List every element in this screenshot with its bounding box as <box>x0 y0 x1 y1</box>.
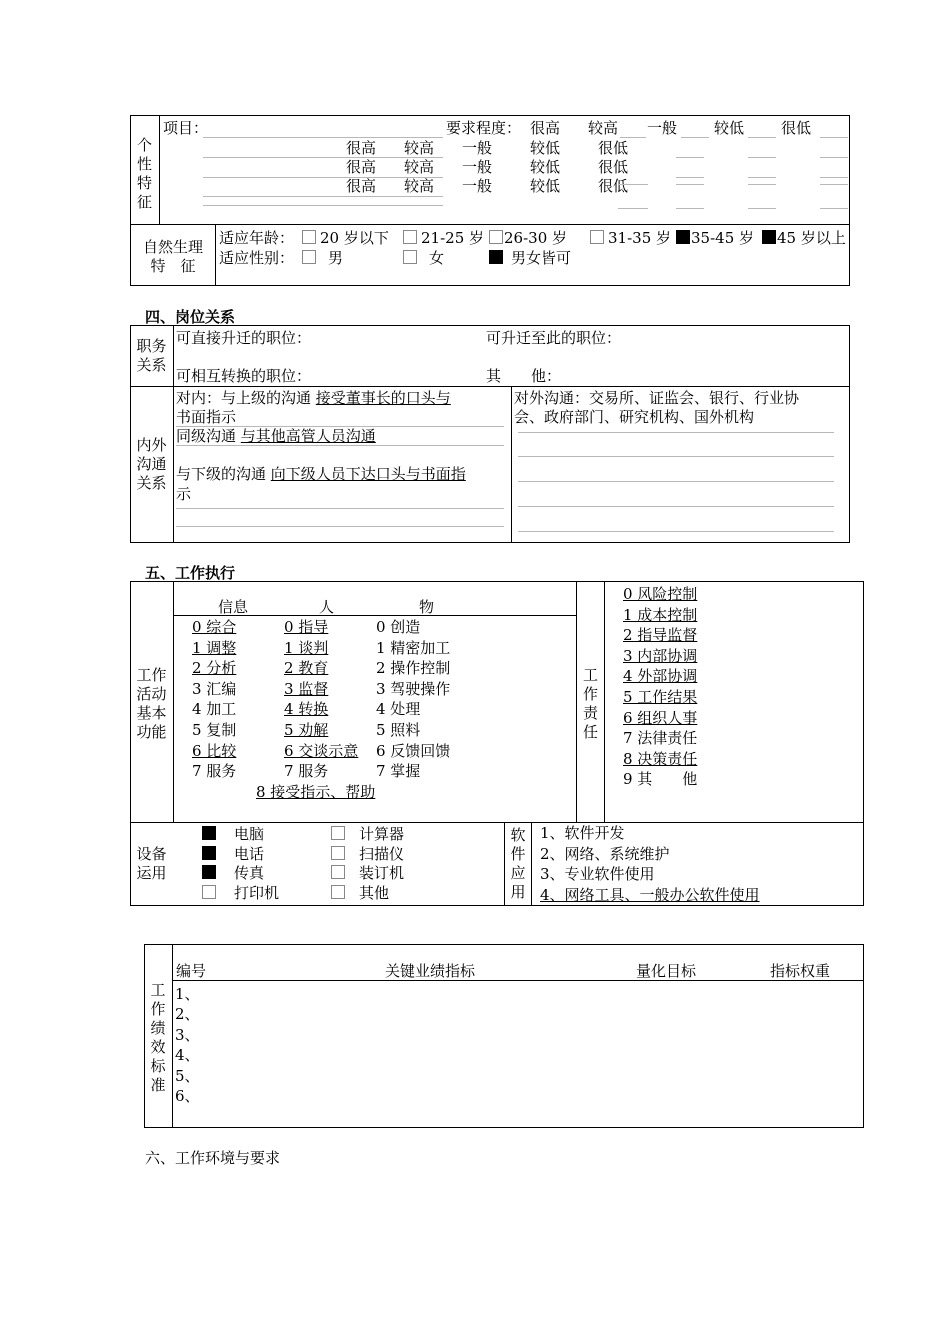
equipment-label-text: 打印机 <box>234 883 280 902</box>
info-function-item: 5 复制 <box>192 721 237 739</box>
outer-communication-cont: 会、政府部门、研究机构、国外机构 <box>514 408 755 426</box>
down-communication: 与下级的沟通 向下级人员下达口头与书面指 <box>176 465 466 483</box>
down-communication-cont: 示 <box>176 485 192 503</box>
people-function-item: 2 教育 <box>284 659 329 678</box>
performance-table <box>144 944 864 1128</box>
software-label: 软 件 应 用 <box>510 826 526 901</box>
equipment-checkbox[interactable] <box>331 885 345 899</box>
equipment-label-text: 装订机 <box>359 864 405 882</box>
line <box>518 506 834 507</box>
age-option[interactable]: 26-30 岁 <box>489 228 567 248</box>
personal-side-label: 个 性 特 征 <box>136 136 152 211</box>
age-checkbox[interactable] <box>302 230 316 244</box>
things-function-item: 7 掌握 <box>376 762 421 781</box>
gender-option[interactable]: 男女皆可 <box>489 248 571 268</box>
things-function-item: 0 创造 <box>376 618 421 636</box>
people-function-item: 6 交谈示意 <box>284 741 359 760</box>
item-line <box>203 205 443 206</box>
responsibility-item: 6 组织人事 <box>623 708 698 727</box>
equipment-label-text: 其他 <box>359 883 390 902</box>
performance-label: 工 作 绩 效 标 准 <box>150 981 166 1094</box>
things-function-item: 1 精密加工 <box>376 638 451 657</box>
inner-up-communication: 对内：与上级的沟通 接受董事长的口头与 <box>176 389 451 407</box>
equipment-checkbox[interactable] <box>331 865 345 879</box>
divider <box>173 325 174 543</box>
age-checkbox[interactable] <box>762 230 776 244</box>
info-function-item: 0 综合 <box>192 618 237 636</box>
gender-checkbox[interactable] <box>302 250 316 264</box>
level-header: 一般 <box>647 119 678 137</box>
gender-option[interactable]: 女 <box>403 248 444 268</box>
peer-communication: 同级沟通 与其他高管人员沟通 <box>176 427 376 445</box>
equipment-checkbox[interactable] <box>202 865 216 879</box>
divider <box>130 386 850 387</box>
divider <box>172 980 864 981</box>
outer-communication: 对外沟通：交易所、证监会、银行、行业协 <box>514 389 800 407</box>
col-header-things: 物 <box>419 598 435 616</box>
level-line <box>748 208 776 209</box>
col-header-people: 人 <box>319 598 335 616</box>
equipment-label-text: 电脑 <box>234 825 265 843</box>
things-function-item: 4 处理 <box>376 700 421 719</box>
divider <box>172 944 173 1128</box>
line <box>518 481 834 482</box>
divider <box>215 224 216 286</box>
perf-header-weight: 指标权重 <box>770 962 831 980</box>
equipment-label-text: 扫描仪 <box>359 844 405 863</box>
equipment-option[interactable] <box>331 863 404 883</box>
people-function-item: 0 指导 <box>284 618 329 636</box>
equipment-checkbox[interactable] <box>331 846 345 860</box>
equipment-option[interactable] <box>331 844 404 864</box>
level-header: 很低 <box>781 119 812 137</box>
line <box>518 432 834 433</box>
level-header: 较低 <box>714 119 745 137</box>
things-function-item: 3 驾驶操作 <box>376 679 451 698</box>
level-line <box>748 137 776 138</box>
section-4-title: 四、岗位关系 <box>145 308 236 326</box>
perf-header-kpi: 关键业绩指标 <box>385 962 476 980</box>
level-line <box>820 137 848 138</box>
things-function-item: 2 操作控制 <box>376 659 451 678</box>
age-option[interactable]: 21-25 岁 <box>403 228 484 248</box>
extra-function: 8 接受指示、帮助 <box>256 783 376 801</box>
software-item: 2、网络、系统维护 <box>540 844 670 863</box>
line <box>518 531 834 532</box>
gender-label: 适应性别： <box>219 249 295 267</box>
duty-relation-label: 职务 关系 <box>136 337 167 374</box>
degree-label: 要求程度： <box>446 119 522 137</box>
performance-row: 3、 <box>175 1025 200 1044</box>
gender-option[interactable]: 男 <box>302 248 343 268</box>
responsibility-item: 4 外部协调 <box>623 667 698 686</box>
age-checkbox[interactable] <box>489 230 503 244</box>
info-function-item: 1 调整 <box>192 638 237 657</box>
transfer-field: 可相互转换的职位： <box>176 367 312 385</box>
equipment-checkbox[interactable] <box>331 826 345 840</box>
promote-to-field: 可升迁至此的职位： <box>486 329 622 347</box>
promote-direct-field: 可直接升迁的职位： <box>176 329 312 347</box>
gender-checkbox[interactable] <box>403 250 417 264</box>
divider <box>604 581 605 822</box>
age-checkbox[interactable] <box>590 230 604 244</box>
level-header: 较高 <box>588 119 619 137</box>
people-function-item: 4 转换 <box>284 700 329 719</box>
divider <box>531 822 532 906</box>
line <box>176 526 504 527</box>
level-line <box>681 137 709 138</box>
inner-up-communication-cont: 书面指示 <box>176 408 237 426</box>
divider <box>159 115 160 224</box>
divider <box>130 822 864 823</box>
equipment-option[interactable] <box>331 883 389 903</box>
responsibility-item: 7 法律责任 <box>623 729 698 748</box>
age-checkbox[interactable] <box>403 230 417 244</box>
perf-header-target: 量化目标 <box>636 962 697 980</box>
age-option[interactable]: 35-45 岁 <box>676 228 754 248</box>
communication-label: 内外 沟通 关系 <box>136 436 167 492</box>
age-label: 适应年龄： <box>219 229 295 247</box>
line <box>176 445 504 446</box>
col-header-info: 信息 <box>218 598 249 616</box>
people-function-item: 7 服务 <box>284 762 329 781</box>
info-function-item: 4 加工 <box>192 700 237 719</box>
things-function-item: 6 反馈回馈 <box>376 741 451 760</box>
people-function-item: 5 劝解 <box>284 721 329 739</box>
performance-row: 2、 <box>175 1005 200 1024</box>
divider <box>511 386 512 543</box>
line <box>518 456 834 457</box>
age-option[interactable]: 20 岁以下 <box>302 228 389 248</box>
responsibility-item: 5 工作结果 <box>623 688 698 706</box>
equipment-checkbox[interactable] <box>202 826 216 840</box>
equipment-label-text: 电话 <box>234 844 265 863</box>
equipment-label-text: 计算器 <box>359 825 405 843</box>
performance-row: 1、 <box>175 985 200 1003</box>
software-item: 4、网络工具、一般办公软件使用 <box>540 885 760 904</box>
software-item: 1、软件开发 <box>540 824 625 842</box>
age-option[interactable]: 45 岁以上 <box>762 228 846 248</box>
level-line <box>820 208 848 209</box>
equipment-checkbox[interactable] <box>202 846 216 860</box>
performance-row: 6、 <box>175 1087 200 1105</box>
things-function-item: 5 照料 <box>376 721 421 739</box>
equipment-checkbox[interactable] <box>202 885 216 899</box>
level-line <box>618 208 648 209</box>
people-function-item: 1 谈判 <box>284 638 329 657</box>
age-checkbox[interactable] <box>676 230 690 244</box>
info-function-item: 6 比较 <box>192 741 237 760</box>
software-item: 3、专业软件使用 <box>540 865 655 884</box>
responsibility-item: 1 成本控制 <box>623 605 698 624</box>
responsibility-item: 9 其 他 <box>623 770 698 789</box>
work-activity-label: 工作 活动 基本 功能 <box>136 666 167 741</box>
equipment-option[interactable] <box>202 883 279 903</box>
equipment-option[interactable] <box>202 824 264 844</box>
performance-row: 5、 <box>175 1066 200 1085</box>
responsibility-item: 0 风险控制 <box>623 585 698 603</box>
equipment-label: 设备 运用 <box>136 845 167 882</box>
people-function-item: 3 监督 <box>284 679 329 698</box>
age-option[interactable]: 31-35 岁 <box>590 228 671 248</box>
responsibility-item: 8 决策责任 <box>623 749 698 768</box>
level-line <box>676 208 704 209</box>
physio-side-label: 自然生理 特 征 <box>142 238 203 275</box>
line <box>176 508 504 509</box>
work-responsibility-label: 工 作 责 任 <box>582 666 598 741</box>
divider <box>130 224 850 225</box>
info-function-item: 2 分析 <box>192 659 237 678</box>
gender-checkbox[interactable] <box>489 250 503 264</box>
info-function-item: 3 汇编 <box>192 679 237 698</box>
info-function-item: 7 服务 <box>192 762 237 781</box>
equipment-option[interactable] <box>202 863 264 883</box>
perf-header-no: 编号 <box>176 962 207 980</box>
section-5-title: 五、工作执行 <box>145 564 236 582</box>
performance-row: 4、 <box>175 1046 200 1065</box>
section-6-title: 六、工作环境与要求 <box>145 1149 281 1167</box>
equipment-label-text: 传真 <box>234 864 265 882</box>
responsibility-item: 3 内部协调 <box>623 646 698 665</box>
level-header: 很高 <box>530 119 561 137</box>
divider <box>173 581 174 822</box>
other-field: 其 他： <box>486 367 562 385</box>
equipment-option[interactable] <box>331 824 404 844</box>
equipment-option[interactable] <box>202 844 264 864</box>
item-label: 项目： <box>163 119 209 137</box>
responsibility-item: 2 指导监督 <box>623 626 698 645</box>
